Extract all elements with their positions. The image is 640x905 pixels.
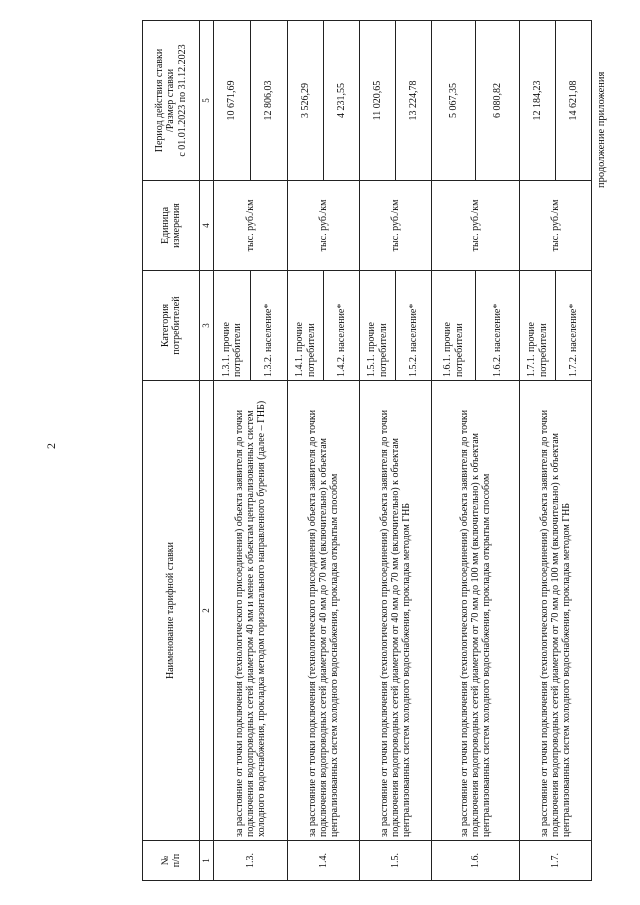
index-cell: 4	[200, 181, 214, 271]
row-number: 1.5.	[360, 841, 432, 881]
consumer-category: 1.7.1. прочие потребители	[520, 271, 556, 381]
consumer-category: 1.3.2. население*	[251, 271, 288, 381]
page-number: 2	[44, 443, 58, 449]
header-period-line1: Период действия ставки	[154, 48, 166, 153]
header-period-line3: с 01.01.2023 по 31.12.2023	[176, 44, 188, 157]
index-cell: 3	[200, 271, 214, 381]
rate-value: 13 224,78	[396, 21, 432, 181]
rate-value: 5 067,35	[432, 21, 476, 181]
table-row	[432, 21, 476, 881]
consumer-category: 1.5.1. прочие потребители	[360, 271, 396, 381]
tariff-name: за расстояние от точки подключения (технологического присоединения) объекта заявителя до точки подключения водопроводных сетей диаметром от 70 мм до 100 мм (включительно) к объектам централизованных систем холодного водоснабжения, прокладка открытым способом	[432, 381, 520, 841]
table-row	[360, 21, 396, 881]
index-cell: 2	[200, 381, 214, 841]
table-header-row	[143, 21, 200, 881]
header-category: Категория потребителей	[143, 271, 200, 381]
row-number: 1.7.	[520, 841, 592, 881]
row-number: 1.6.	[432, 841, 520, 881]
rate-value: 3 526,29	[288, 21, 324, 181]
unit-cell: тыс. руб./км	[520, 181, 592, 271]
rate-value: 11 020,65	[360, 21, 396, 181]
tariff-name: за расстояние от точки подключения (технологического присоединения) объекта заявителя до точки подключения водопроводных сетей диаметром от 70 мм до 100 мм (включительно) к объектам централизованных систем холодного водоснабжения, прокладка методом ГНБ	[520, 381, 592, 841]
table-row	[288, 21, 324, 881]
consumer-category: 1.3.1. прочие потребители	[214, 271, 251, 381]
consumer-category: 1.4.2. население*	[324, 271, 360, 381]
header-name: Наименование тарифной ставки	[143, 381, 200, 841]
index-cell: 1	[200, 841, 214, 881]
unit-cell: тыс. руб./км	[288, 181, 360, 271]
column-index-row	[200, 21, 214, 881]
header-unit: Единица измерения	[143, 181, 200, 271]
unit-cell: тыс. руб./км	[360, 181, 432, 271]
consumer-category: 1.4.1. прочие потребители	[288, 271, 324, 381]
header-num: № п/п	[143, 841, 200, 881]
consumer-category: 1.6.2. население*	[476, 271, 520, 381]
table-row	[214, 21, 251, 881]
rate-value: 4 231,55	[324, 21, 360, 181]
rate-value: 12 184,23	[520, 21, 556, 181]
tariff-table	[142, 20, 592, 881]
rate-value: 14 621,08	[556, 21, 592, 181]
header-period	[143, 21, 200, 181]
unit-cell: тыс. руб./км	[214, 181, 288, 271]
rate-value: 6 080,82	[476, 21, 520, 181]
table-row	[520, 21, 556, 881]
continuation-label: продолжение приложения	[596, 71, 607, 188]
row-number: 1.4.	[288, 841, 360, 881]
tariff-name: за расстояние от точки подключения (технологического присоединения) объекта заявителя до точки подключения водопроводных сетей диаметром 40 мм и менее к объектам централизованных систем холодного водоснабжения, прокладка методом горизонтального направленного бурения (далее – ГНБ)	[214, 381, 288, 841]
unit-cell: тыс. руб./км	[432, 181, 520, 271]
row-number: 1.3.	[214, 841, 288, 881]
consumer-category: 1.5.2. население*	[396, 271, 432, 381]
header-period-line2: /Размер ставки	[165, 68, 177, 133]
tariff-table-sheet	[142, 21, 579, 881]
rate-value: 12 806,03	[251, 21, 288, 181]
tariff-name: за расстояние от точки подключения (технологического присоединения) объекта заявителя до точки подключения водопроводных сетей диаметром от 40 мм до 70 мм (включительно) к объектам централизованных систем холодного водоснабжения, прокладка методом ГНБ	[360, 381, 432, 841]
rate-value: 10 671,69	[214, 21, 251, 181]
consumer-category: 1.7.2. население*	[556, 271, 592, 381]
consumer-category: 1.6.1. прочие потребители	[432, 271, 476, 381]
index-cell: 5	[200, 21, 214, 181]
tariff-name: за расстояние от точки подключения (технологического присоединения) объекта заявителя до точки подключения водопроводных сетей диаметром от 40 мм до 70 мм (включительно) к объектам централизованных систем холодного водоснабжения, прокладка открытым способом	[288, 381, 360, 841]
